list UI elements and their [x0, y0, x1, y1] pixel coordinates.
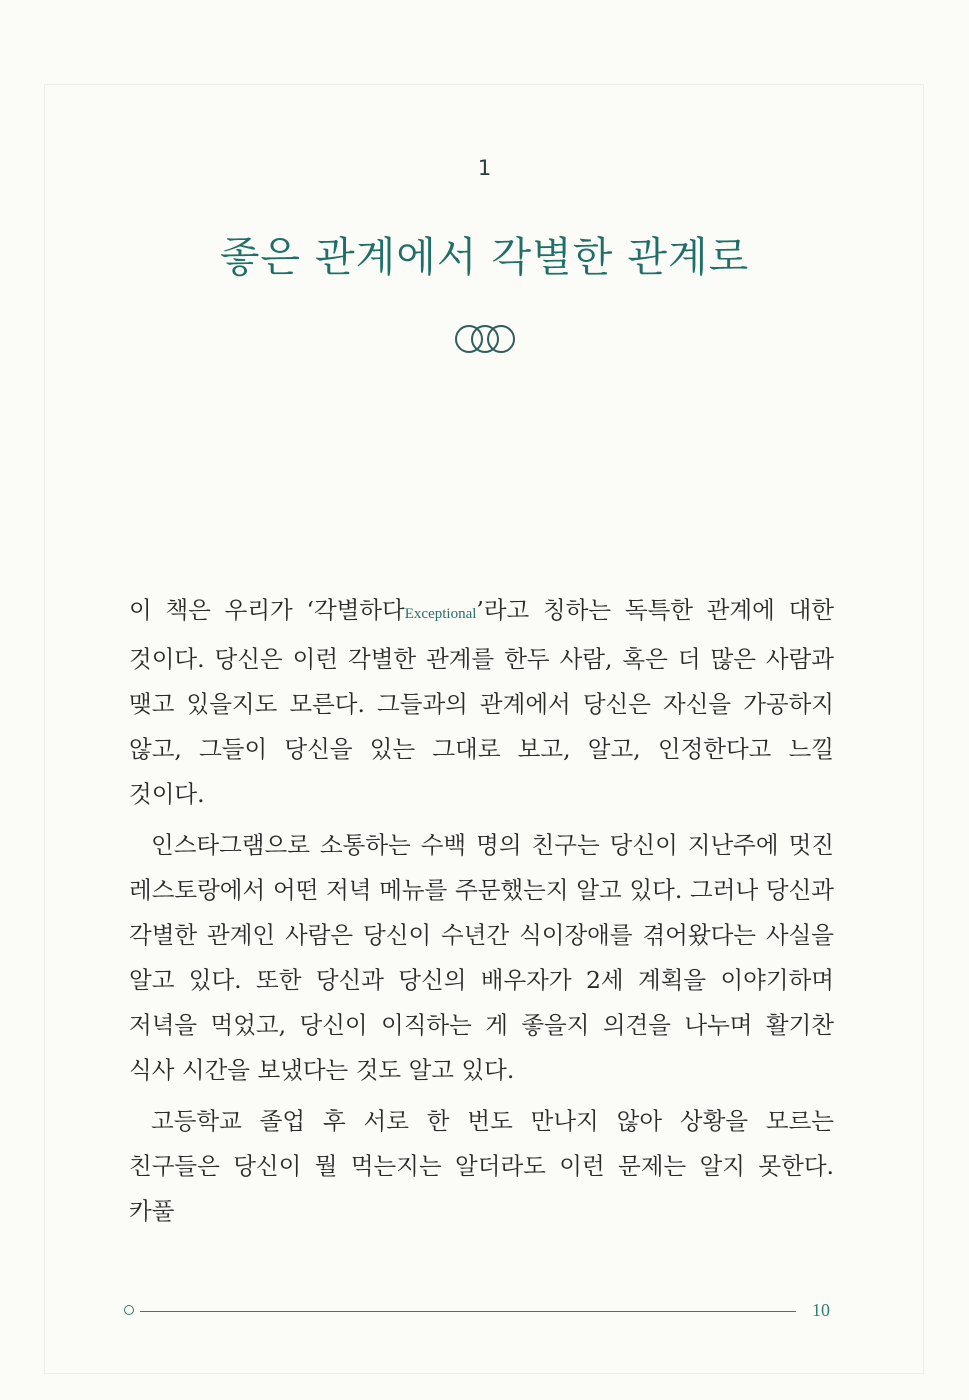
body-text: [129, 588, 834, 1234]
page-number: 10: [812, 1300, 830, 1320]
chapter-title: 좋은 관계에서 각별한 관계로: [219, 233, 750, 281]
paragraph-2: 인스타그램으로 소통하는 수백 명의 친구는 당신이 지난주에 멋진 레스토랑에서 어떤 저녁 메뉴를 주문했는지 알고 있다. 그러나 당신과 각별한 관계인 사람은 당신이 수년간 식이장애를 겪어왔다는 사실을 알고 있다. 또한 당신과 당신의 배우자가 2세 계획을 이야기하며 저녁을 먹었고, 당신이 이직하는 게 좋을지 의견을 나누며 활기찬 식사 시간을 보냈다는 것도 알고 있다.: [129, 831, 834, 1084]
three-rings-icon: [452, 322, 518, 356]
footer-rule: [140, 1311, 796, 1312]
paragraph-1: [129, 588, 834, 817]
chapter-number: 1: [477, 156, 492, 180]
exceptional-gloss: Exceptional: [404, 606, 477, 622]
paragraph-1-rest: ’라고 칭하는 독특한 관계에 대한 것이다. 당신은 이런 각별한 관계를 한두 사람, 혹은 더 많은 사람과 맺고 있을지도 모른다. 그들과의 관계에서 당신은 자신을 가공하지 않고, 그들이 당신을 있는 그대로 보고, 알고, 인정한다고 느낄 것이다.: [129, 596, 834, 808]
footer-circle-icon: [124, 1305, 134, 1315]
paragraph-3: 고등학교 졸업 후 서로 한 번도 만나지 않아 상황을 모르는 친구들은 당신이 뭘 먹는지는 알더라도 이런 문제는 알지 못한다. 카풀: [129, 1107, 834, 1225]
paragraph-1-start: 이 책은 우리가 ‘각별하다: [129, 596, 405, 624]
